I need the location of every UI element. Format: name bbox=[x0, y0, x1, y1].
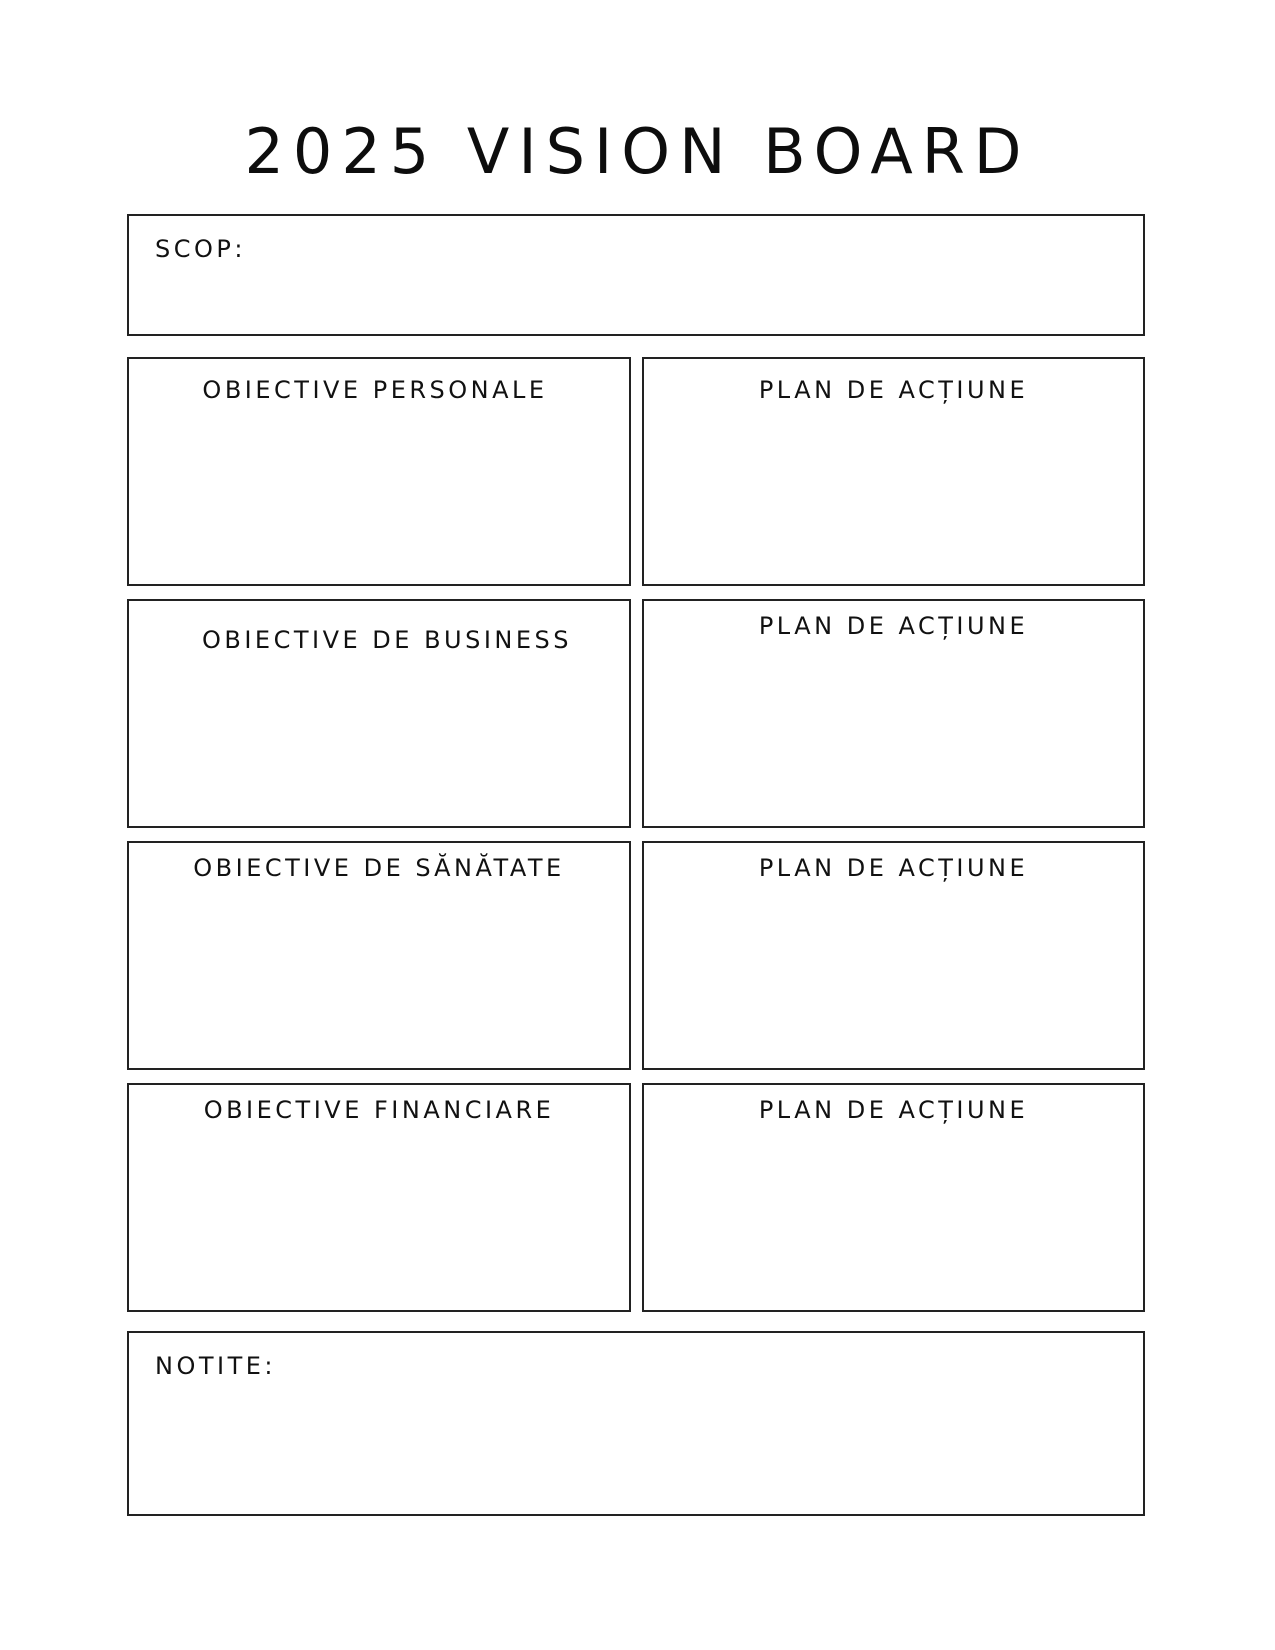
financial-goals-label: OBIECTIVE FINANCIARE bbox=[203, 1096, 555, 1124]
business-plan-box[interactable] bbox=[642, 599, 1145, 828]
scop-box[interactable] bbox=[127, 214, 1145, 336]
health-goals-box[interactable] bbox=[127, 841, 631, 1070]
business-goals-box[interactable] bbox=[127, 599, 631, 828]
health-plan-box[interactable] bbox=[642, 841, 1145, 1070]
personal-goals-label: OBIECTIVE PERSONALE bbox=[202, 376, 548, 404]
personal-goals-box[interactable] bbox=[127, 357, 631, 586]
notes-box[interactable] bbox=[127, 1331, 1145, 1516]
notes-label: NOTITE: bbox=[155, 1352, 276, 1380]
business-goals-label: OBIECTIVE DE BUSINESS bbox=[201, 626, 572, 654]
financial-plan-label: PLAN DE ACȚIUNE bbox=[758, 1096, 1029, 1124]
financial-goals-box[interactable] bbox=[127, 1083, 631, 1312]
health-plan-label: PLAN DE ACȚIUNE bbox=[758, 854, 1029, 882]
financial-plan-box[interactable] bbox=[642, 1083, 1145, 1312]
scop-label: SCOP: bbox=[155, 235, 246, 263]
personal-plan-label: PLAN DE ACȚIUNE bbox=[758, 376, 1029, 404]
personal-plan-box[interactable] bbox=[642, 357, 1145, 586]
business-plan-label: PLAN DE ACȚIUNE bbox=[758, 612, 1029, 640]
health-goals-label: OBIECTIVE DE SĂNĂTATE bbox=[193, 854, 565, 882]
page-title: 2025 VISION BOARD bbox=[244, 115, 1031, 188]
